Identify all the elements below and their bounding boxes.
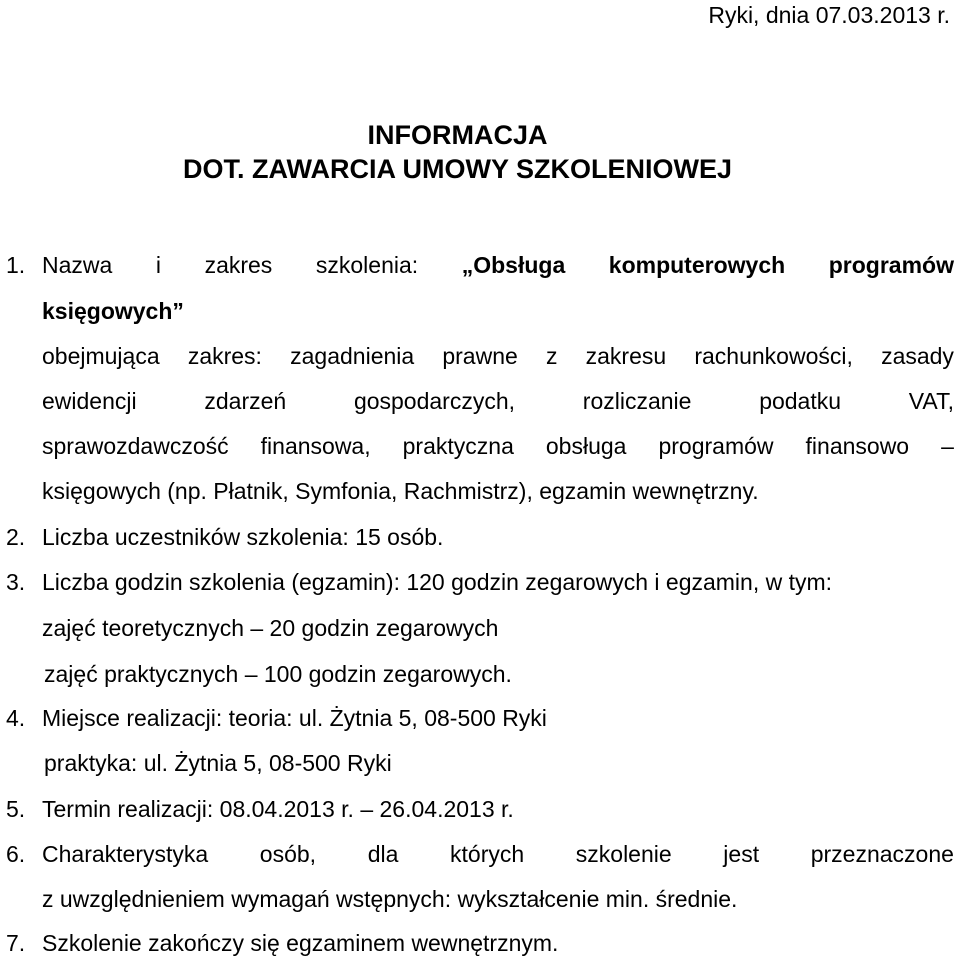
item-1-training-name-end: księgowych” (42, 298, 184, 324)
scope-word: obejmująca (42, 343, 160, 369)
item-3-number: 3. (6, 569, 26, 595)
scope-word: podatku (759, 388, 842, 414)
document-title-line2: DOT. ZAWARCIA UMOWY SZKOLENIOWEJ (182, 154, 732, 184)
item-7-number: 7. (6, 930, 26, 956)
scope-word: z (545, 343, 558, 369)
item-1-word-bold: komputerowych (608, 252, 786, 278)
item-1-word: zakres (204, 252, 273, 278)
item-1-word: szkolenia: (315, 252, 419, 278)
item-1-word: Nazwa (42, 252, 113, 278)
item-1-word-bold: „Obsługa (461, 252, 566, 278)
scope-word: zagadnienia (290, 343, 415, 369)
item-3-text: Liczba godzin szkolenia (egzamin): 120 godzin zegarowych i egzamin, w tym: (42, 569, 833, 595)
item-3-practice-hours: zajęć praktycznych – 100 godzin zegarowych. (44, 661, 512, 687)
scope-word: praktyczna (402, 433, 514, 459)
document-title-line1: INFORMACJA (367, 120, 548, 150)
scope-word: programów (658, 433, 774, 459)
item-3-theory-hours: zajęć teoretycznych – 20 godzin zegarowych (42, 615, 499, 641)
item-5-text: Termin realizacji: 08.04.2013 r. – 26.04.2013 r. (42, 796, 514, 822)
item-6-word: dla (367, 841, 399, 867)
item-6-word: których (450, 841, 525, 867)
item-6-word: jest (723, 841, 760, 867)
item-1-scope-line3 (42, 432, 954, 460)
item-2-number: 2. (6, 524, 26, 550)
item-6-number: 6. (6, 841, 26, 867)
item-4-number: 4. (6, 705, 26, 731)
item-6-line1 (42, 840, 954, 868)
item-5-number: 5. (6, 796, 26, 822)
item-7-text: Szkolenie zakończy się egzaminem wewnętrznym. (42, 930, 559, 956)
scope-word: VAT, (908, 388, 954, 414)
item-1-scope-line2 (42, 387, 954, 415)
scope-word: prawne (442, 343, 518, 369)
item-4-text: Miejsce realizacji: teoria: ul. Żytnia 5, 08-500 Ryki (42, 705, 547, 731)
scope-word: finansowa, (260, 433, 371, 459)
scope-word: – (941, 433, 954, 459)
item-1-word-bold: programów (828, 252, 954, 278)
item-1-word: i (155, 252, 161, 278)
item-6-word: przeznaczone (810, 841, 954, 867)
item-2-text: Liczba uczestników szkolenia: 15 osób. (42, 524, 444, 550)
scope-word: zdarzeń (204, 388, 287, 414)
item-4-practice-location: praktyka: ul. Żytnia 5, 08-500 Ryki (44, 750, 392, 776)
scope-word: rachunkowości, (694, 343, 853, 369)
scope-word: ewidencji (42, 388, 137, 414)
scope-word: zakres: (187, 343, 262, 369)
scope-word: gospodarczych, (353, 388, 516, 414)
item-6-word: szkolenie (575, 841, 672, 867)
item-1-scope-line4: księgowych (np. Płatnik, Symfonia, Rachmistrz), egzamin wewnętrzny. (42, 478, 759, 504)
scope-word: obsługa (545, 433, 627, 459)
scope-word: zasady (881, 343, 954, 369)
scope-word: sprawozdawczość (42, 433, 229, 459)
item-6-word: Charakterystyka (42, 841, 209, 867)
item-1-scope-line1 (42, 342, 954, 370)
item-1-number: 1. (6, 252, 26, 278)
item-6-line2: z uwzględnieniem wymagań wstępnych: wykształcenie min. średnie. (42, 886, 738, 912)
scope-word: rozliczanie (582, 388, 692, 414)
document-date: Ryki, dnia 07.03.2013 r. (708, 2, 950, 28)
item-1-line1 (42, 251, 954, 279)
scope-word: zakresu (585, 343, 667, 369)
scope-word: finansowo (805, 433, 910, 459)
item-6-word: osób, (259, 841, 317, 867)
